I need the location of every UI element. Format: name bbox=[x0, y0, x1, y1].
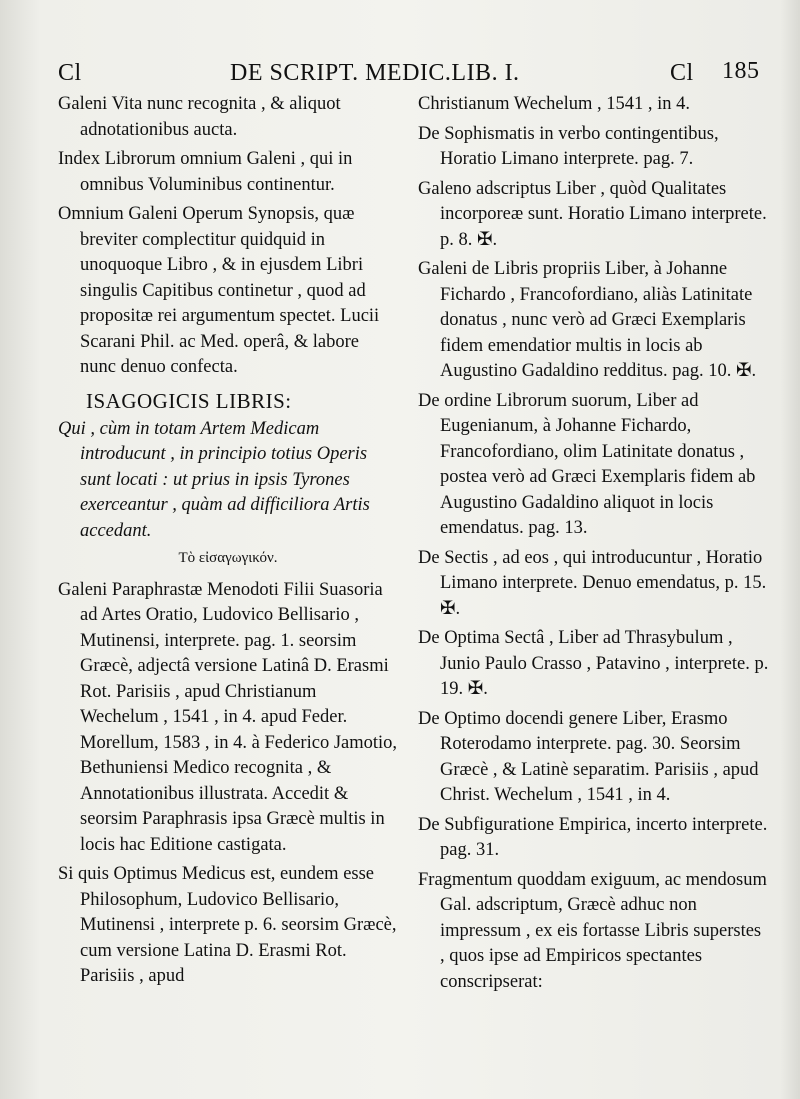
entry-de-optima-secta: De Optima Sectâ , Liber ad Thrasybulum , Junio Paulo Crasso , Patavino , interprete. p. 19. ✠. bbox=[418, 628, 769, 699]
header-cl-right: Cl bbox=[670, 60, 694, 86]
entry-continuation: Christianum Wechelum , 1541 , in 4. bbox=[418, 94, 691, 114]
entry-de-subfiguratione: De Subfiguratione Empirica, incerto interprete. pag. 31. bbox=[418, 814, 768, 860]
entry-synopsis: Omnium Galeni Operum Synopsis, quæ breviter complectitur quidquid in unoquoque Libro , & in ejusdem Libri singulis Capitibus continetur , quod ad propositæ rei argumentum spectet. Lucii Scarani Phil. ac Med. operâ, & labore nunc denuo confecta. bbox=[58, 204, 380, 377]
entry-de-optimo-docendi: De Optimo docendi genere Liber, Erasmo Roterodamo interprete. pag. 30. Seorsim Græcè , & Latinè separatim. Parisiis , apud Christ. Wechelum , 1541 , in 4. bbox=[418, 708, 759, 805]
right-column bbox=[418, 92, 770, 999]
page-number: 185 bbox=[722, 58, 760, 84]
running-header bbox=[58, 58, 772, 94]
entry-index-librorum: Index Librorum omnium Galeni , qui in omnibus Voluminibus continentur. bbox=[58, 149, 353, 195]
running-title: DE SCRIPT. MEDIC.LIB. I. bbox=[230, 60, 520, 86]
entry-de-ordine-librorum: De ordine Librorum suorum, Liber ad Eugenianum, à Johanne Fichardo, Francofordiano, olim Latinitate donatus , postea verò ad Græci Exemplaris fidem ab Augustino Gadaldino aliquot in locis emendatus. pag. 13. bbox=[418, 390, 756, 538]
entry-de-libris-propriis: Galeni de Libris propriis Liber, à Johanne Fichardo , Francofordiano, aliàs Latinitate donatus , nunc verò ad Græci Exemplaris fidem emendatior multis in locis ab Augustino Gadaldino redditus. pag. 10. ✠. bbox=[418, 259, 757, 381]
entry-qualitates-incorporeae: Galeno adscriptus Liber , quòd Qualitates incorporeæ sunt. Horatio Limano interprete. p. 8. ✠. bbox=[418, 178, 767, 250]
left-column bbox=[58, 92, 398, 994]
entry-si-quis-optimus: Si quis Optimus Medicus est, eundem esse Philosophum, Ludovico Bellisario, Mutinensi , interprete p. 6. seorsim Græcè, cum versione Latina D. Erasmi Rot. Parisiis , apud bbox=[58, 864, 397, 986]
greek-subheading: Τὸ εἰσαγωγικόν. bbox=[178, 550, 278, 566]
entry-galeni-vita: Galeni Vita nunc recognita , & aliquot adnotationibus aucta. bbox=[58, 94, 341, 140]
section-intro: Qui , cùm in totam Artem Medicam introducunt , in principio totius Operis sunt locati : ut prius in ipsis Tyrones exerceantur , quàm ad difficiliora Artis accedant. bbox=[58, 418, 370, 541]
entry-paraphrastae: Galeni Paraphrastæ Menodoti Filii Suasoria ad Artes Oratio, Ludovico Bellisario , Mutinensi, interprete. pag. 1. seorsim Græcè, adjectâ versione Latinâ D. Erasmi Rot. Parisiis , apud Christianum Wechelum , 1541 , in 4. apud Feder. Morellum, 1583 , in 4. à Federico Jamotio, Bethuniensi Medico recognita , & Annotationibus illustrata. Accedit & seorsim Paraphrasis ipsa Græcè multis in locis hac Editione castigata. bbox=[58, 579, 398, 855]
entry-fragmentum: Fragmentum quoddam exiguum, ac mendosum Gal. adscriptum, Græcè adhuc non impressum , ex eis fortasse Libris superstes , quos ipse ad Empiricos spectantes conscripserat: bbox=[418, 869, 767, 992]
entry-de-sophismatis: De Sophismatis in verbo contingentibus, Horatio Limano interprete. pag. 7. bbox=[418, 123, 719, 169]
header-cl-left: Cl bbox=[58, 60, 82, 86]
section-heading: ISAGOGICIS LIBRIS: bbox=[86, 388, 292, 413]
entry-de-sectis: De Sectis , ad eos , qui introducuntur , Horatio Limano interprete. Denuo emendatus, p. 15. ✠. bbox=[418, 547, 767, 619]
